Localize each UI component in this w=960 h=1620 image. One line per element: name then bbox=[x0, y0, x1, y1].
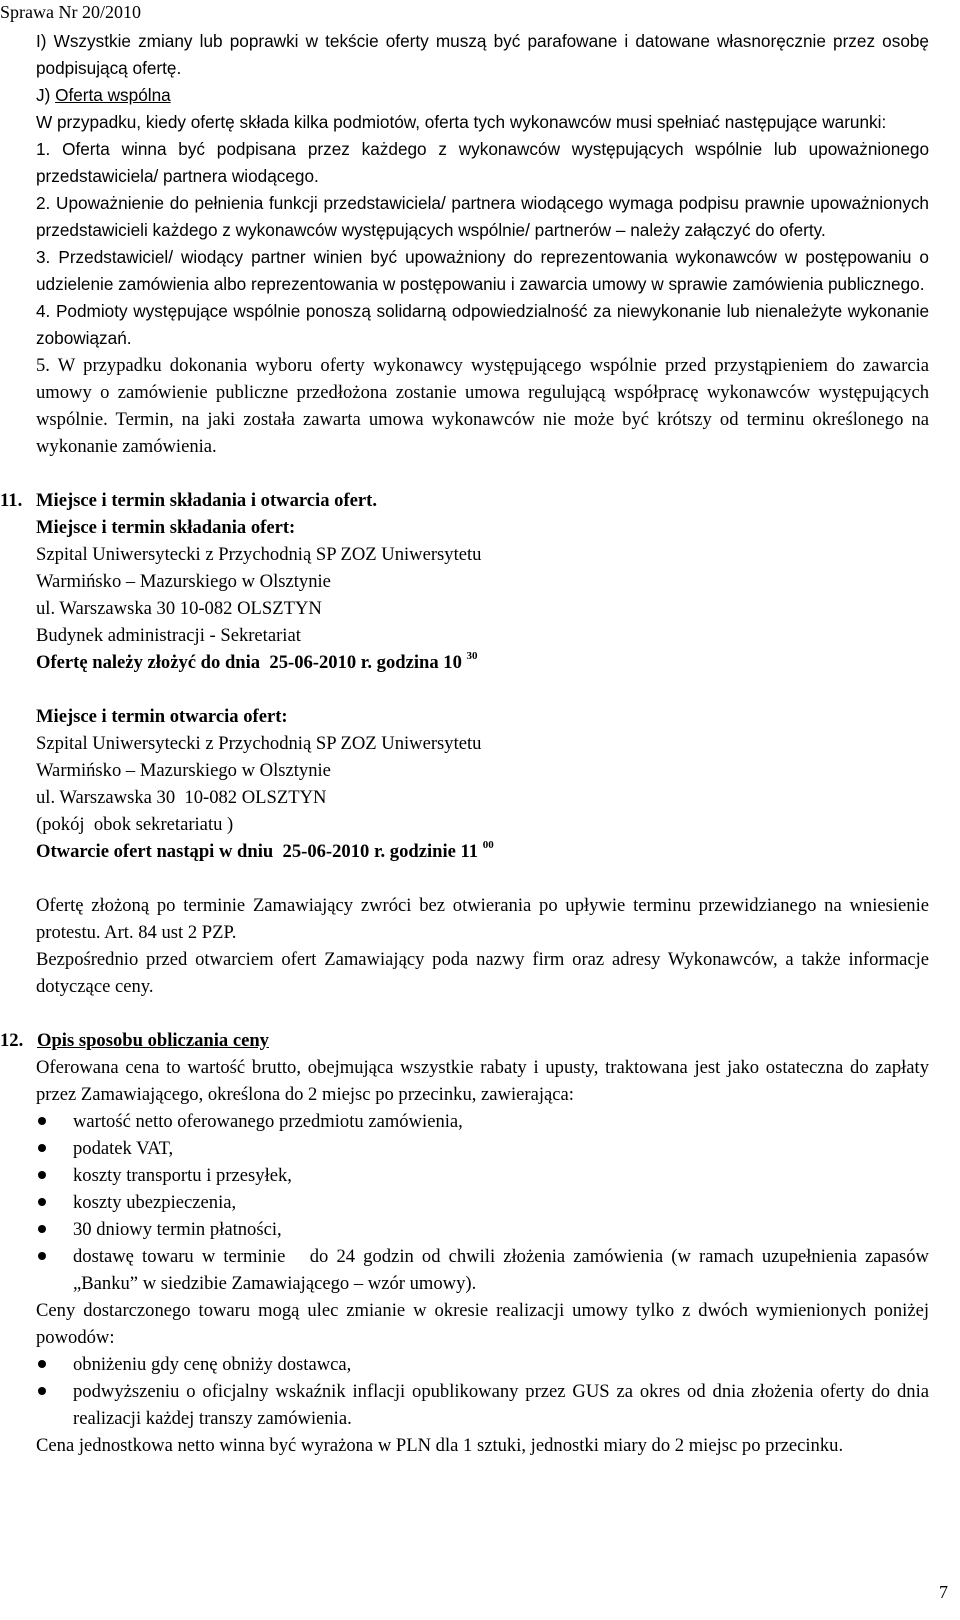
list-item bbox=[36, 1108, 929, 1135]
opening-datetime-text: Otwarcie ofert nastąpi w dniu 25-06-2010 r. godzinie 11 bbox=[36, 841, 483, 862]
price-change-intro: Ceny dostarczonego towaru mogą ulec zmianie w okresie realizacji umowy tylko z dwóch wymienionych poniżej powodów: bbox=[36, 1300, 929, 1348]
point-j-item-1: 1. Oferta winna być podpisana przez każdego z wykonawców występujących wspólnie lub upoważnionego przedstawiciela/ partnera wiodącego. bbox=[36, 139, 929, 186]
point-j-prefix: J) bbox=[36, 85, 56, 105]
list-item-text: obniżeniu gdy cenę obniży dostawca, bbox=[73, 1354, 352, 1375]
list-item bbox=[36, 1216, 929, 1243]
submission-address-line-4: Budynek administracji - Sekretariat bbox=[36, 625, 301, 646]
bullet-icon bbox=[38, 1252, 46, 1260]
opening-datetime bbox=[36, 838, 929, 865]
document-header: Sprawa Nr 20/2010 bbox=[0, 2, 141, 22]
submission-deadline-minutes: 30 bbox=[466, 649, 478, 662]
list-item-text: dostawę towaru w terminie do 24 godzin od chwili złożenia zamówienia (w ramach uzupełnienia zapasów „Banku” w siedzibie Zamawiającego – wzór umowy). bbox=[73, 1246, 934, 1294]
point-j-heading bbox=[36, 82, 929, 109]
submission-address-line-2: Warmińsko – Mazurskiego w Olsztynie bbox=[36, 571, 331, 592]
point-j-intro: W przypadku, kiedy ofertę składa kilka podmiotów, oferta tych wykonawców musi spełniać następujące warunki: bbox=[36, 112, 887, 132]
submission-deadline-text: Ofertę należy złożyć do dnia 25-06-2010 r. godzina 10 bbox=[36, 652, 467, 673]
list-item bbox=[36, 1189, 929, 1216]
list-item-text: podwyższeniu o oficjalny wskaźnik inflacji opublikowany przez GUS za okres od dnia złożenia oferty do dnia realizacji każdej transzy zamówienia. bbox=[73, 1381, 929, 1429]
page-number: 7 bbox=[939, 1582, 948, 1602]
section-11-heading bbox=[0, 487, 929, 514]
point-j-item-3: 3. Przedstawiciel/ wiodący partner winien być upoważniony do reprezentowania wykonawców w postępowaniu o udzielenie zamówienia albo reprezentowania w postępowaniu i zawarcia umowy w sprawie zamówienia publicznego. bbox=[36, 247, 929, 294]
opening-disclosure-note: Bezpośrednio przed otwarciem ofert Zamawiający poda nazwy firm oraz adresy Wykonawców, a także informacje dotyczące ceny. bbox=[36, 949, 929, 997]
opening-datetime-minutes: 00 bbox=[482, 838, 494, 851]
list-item bbox=[36, 1135, 929, 1162]
submission-title: Miejsce i termin składania ofert: bbox=[36, 517, 296, 538]
unit-price-note: Cena jednostkowa netto winna być wyrażona w PLN dla 1 sztuki, jednostki miary do 2 miejsc po przecinku. bbox=[36, 1435, 844, 1456]
point-j-title: Oferta wspólna bbox=[55, 85, 171, 105]
section-12-number: 12. bbox=[0, 1030, 24, 1051]
opening-address-line-2: Warmińsko – Mazurskiego w Olsztynie bbox=[36, 760, 331, 781]
spacer bbox=[36, 1000, 929, 1027]
bullet-icon bbox=[38, 1198, 46, 1206]
submission-address-line-3: ul. Warszawska 30 10-082 OLSZTYN bbox=[36, 598, 322, 619]
point-j-item-4: 4. Podmioty występujące wspólnie ponoszą solidarną odpowiedzialność za niewykonanie lub nienależyte wykonanie zobowiązań. bbox=[36, 301, 929, 348]
price-intro: Oferowana cena to wartość brutto, obejmująca wszystkie rabaty i upusty, traktowana jest jako ostateczna do zapłaty przez Zamawiającego, określona do 2 miejsc po przecinku, zawierająca: bbox=[36, 1057, 929, 1105]
point-j-item-2: 2. Upoważnienie do pełnienia funkcji przedstawiciela/ partnera wiodącego wymaga podpisu prawnie upoważnionych przedstawicieli każdego z wykonawców występujących wspólnie/ partnerów – należy załączyć do oferty. bbox=[36, 193, 929, 240]
price-change-reasons-list bbox=[36, 1351, 929, 1432]
bullet-icon bbox=[38, 1225, 46, 1233]
opening-address-line-1: Szpital Uniwersytecki z Przychodnią SP ZOZ Uniwersytetu bbox=[36, 733, 482, 754]
point-j-item-5: 5. W przypadku dokonania wyboru oferty wykonawcy występującego wspólnie przed przystąpieniem do zawarcia umowy o zamówienie publiczne przedłożona zostanie umowa regulującą współpracę wykonawców występujących wspólnie. Termin, na jaki została zawarta umowa wykonawców nie może być krótszy od terminu określonego na wykonanie zamówienia. bbox=[36, 355, 929, 457]
section-11-number: 11. bbox=[0, 490, 23, 511]
late-offer-note: Ofertę złożoną po terminie Zamawiający zwróci bez otwierania po upływie terminu przewidzianego na wniesienie protestu. Art. 84 ust 2 PZP. bbox=[36, 895, 929, 943]
list-item-text: koszty ubezpieczenia, bbox=[73, 1192, 237, 1213]
spacer bbox=[36, 676, 929, 703]
point-i: I) Wszystkie zmiany lub poprawki w tekście oferty muszą być parafowane i datowane własnoręcznie przez osobę podpisującą ofertę. bbox=[36, 31, 929, 78]
opening-title: Miejsce i termin otwarcia ofert: bbox=[36, 706, 288, 727]
bullet-icon bbox=[38, 1171, 46, 1179]
list-item bbox=[36, 1162, 929, 1189]
bullet-icon bbox=[38, 1144, 46, 1152]
price-components-list bbox=[36, 1108, 934, 1297]
spacer bbox=[36, 865, 929, 892]
list-item-text: podatek VAT, bbox=[73, 1138, 174, 1159]
list-item bbox=[36, 1351, 929, 1378]
document-body bbox=[0, 28, 934, 1459]
submission-address-line-1: Szpital Uniwersytecki z Przychodnią SP ZOZ Uniwersytetu bbox=[36, 544, 482, 565]
list-item-text: koszty transportu i przesyłek, bbox=[73, 1165, 292, 1186]
bullet-icon bbox=[38, 1360, 46, 1368]
list-item bbox=[36, 1243, 934, 1297]
submission-deadline bbox=[36, 649, 929, 676]
section-12-heading bbox=[0, 1027, 929, 1054]
opening-address-line-4: (pokój obok sekretariatu ) bbox=[36, 814, 234, 835]
list-item-text: 30 dniowy termin płatności, bbox=[73, 1219, 282, 1240]
opening-address-line-3: ul. Warszawska 30 10-082 OLSZTYN bbox=[36, 787, 327, 808]
spacer bbox=[36, 460, 929, 487]
bullet-icon bbox=[38, 1117, 46, 1125]
list-item-text: wartość netto oferowanego przedmiotu zamówienia, bbox=[73, 1111, 463, 1132]
section-12-title: Opis sposobu obliczania ceny bbox=[37, 1030, 269, 1051]
list-item bbox=[36, 1378, 929, 1432]
section-11-title: Miejsce i termin składania i otwarcia ofert. bbox=[36, 490, 377, 511]
bullet-icon bbox=[38, 1387, 46, 1395]
